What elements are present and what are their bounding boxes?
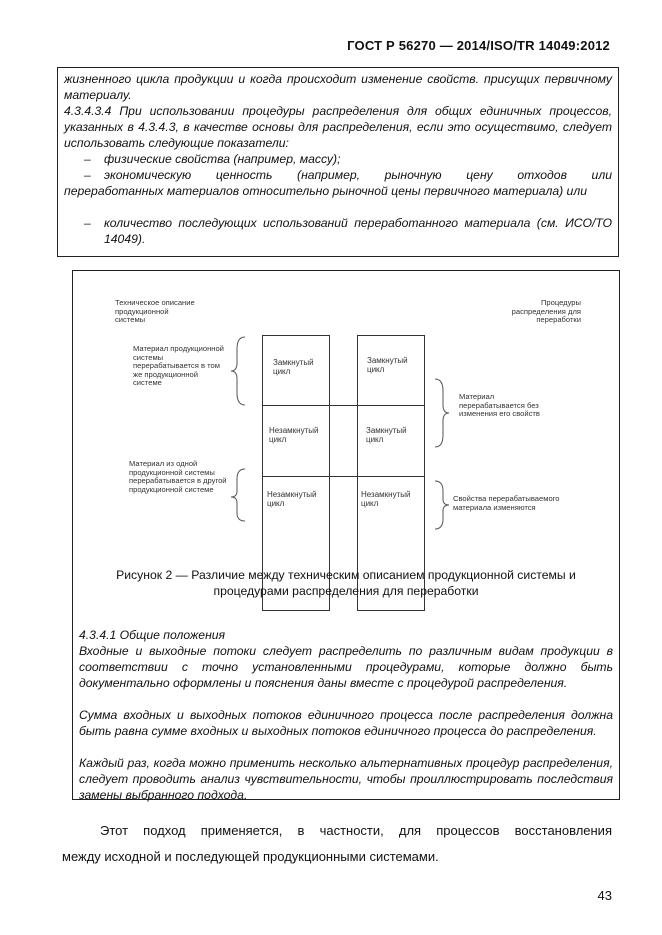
list-item-3: количество последующих использований переработанного материала (см. ИСО/ТО 14049). (104, 216, 612, 246)
cell-c2-r3: Незамкнутый цикл (361, 490, 411, 508)
procedures-label: Процедуры распределения для переработки (511, 298, 581, 325)
figure-brackets (73, 271, 621, 571)
cell-c2-r2: Замкнутый цикл (366, 426, 407, 444)
cell-c1-r1: Замкнутый цикл (273, 358, 314, 376)
left-top-brace-icon (231, 337, 245, 405)
right-bottom-brace-icon (435, 481, 449, 529)
section-heading: 4.3.4.1 Общие положения (79, 628, 226, 642)
document-header: ГОСТ Р 56270 — 2014/ISO/TR 14049:2012 (347, 38, 610, 53)
page-number: 43 (597, 888, 612, 903)
right-top-label: Материал перерабатывается без изменения его свойств (459, 392, 540, 419)
list-item-2-line-1: экономическую ценность (например, рыночную цену отходов или (104, 168, 612, 182)
cell-c1-r2: Незамкнутый цикл (269, 426, 319, 444)
tech-description-label: Техническое описание продукционной системы (115, 298, 195, 325)
grid-line-2 (262, 476, 425, 477)
box1-paragraph-1: жизненного цикла продукции и когда происходит изменение свойств. присущих первичному материалу. (64, 72, 612, 102)
box2-paragraph-3: Каждый раз, когда можно применить несколько альтернативных процедур распределения, следует проводить анализ чувствительности, чтобы проиллюстрировать последствия замены выбранного подхода. (79, 756, 613, 802)
box1-paragraph-2: 4.3.4.3.4 При использовании процедуры распределения для общих единичных процессов, указанных в 4.3.4.3, в качестве основы для распределения, если это осуществимо, следует использовать следующие показатели: (64, 104, 612, 150)
left-top-label: Материал продукционной системы перерабатывается в том же продукционной системе (133, 344, 224, 388)
list-dash: – (84, 216, 91, 230)
figure-and-text-box (72, 270, 620, 800)
box2-paragraph-1: Входные и выходные потоки следует распределить по различным видам продукции в соответствии с точно установленными процедурами, которые должно быть документально оформлены и пояснения даны вместе с процедурой распределения. (79, 644, 613, 690)
list-item-1: физические свойства (например, массу); (104, 152, 341, 166)
boxed-text-top (57, 67, 619, 257)
list-dash: – (84, 152, 91, 166)
box2-paragraph-2: Сумма входных и выходных потоков единичного процесса после распределения должна быть равна сумме входных и выходных потоков единичного процесса до распределения. (79, 708, 613, 738)
figure-caption-line-1: Рисунок 2 — Различие между техническим описанием продукционной системы и (116, 568, 576, 582)
grid-line-1 (262, 405, 425, 406)
list-item-2-rest: переработанных материалов относительно рыночной цены первичного материала) или (64, 184, 587, 198)
list-dash: – (84, 168, 91, 182)
figure-caption-line-2: процедурами распределения для переработки (213, 584, 479, 598)
right-bottom-label: Свойства перерабатываемого материала изменяются (453, 494, 560, 512)
right-top-brace-icon (435, 379, 449, 447)
cell-c2-r1: Замкнутый цикл (367, 356, 408, 374)
body-paragraph-line-1: Этот подход применяется, в частности, для процессов восстановления (100, 823, 612, 838)
left-bottom-label: Материал из одной продукционной системы перерабатывается в другой продукционной системе (129, 459, 227, 494)
cell-c1-r3: Незамкнутый цикл (267, 490, 317, 508)
left-bottom-brace-icon (231, 469, 245, 521)
body-paragraph-line-2: между исходной и последующей продукционными системами. (62, 849, 439, 864)
